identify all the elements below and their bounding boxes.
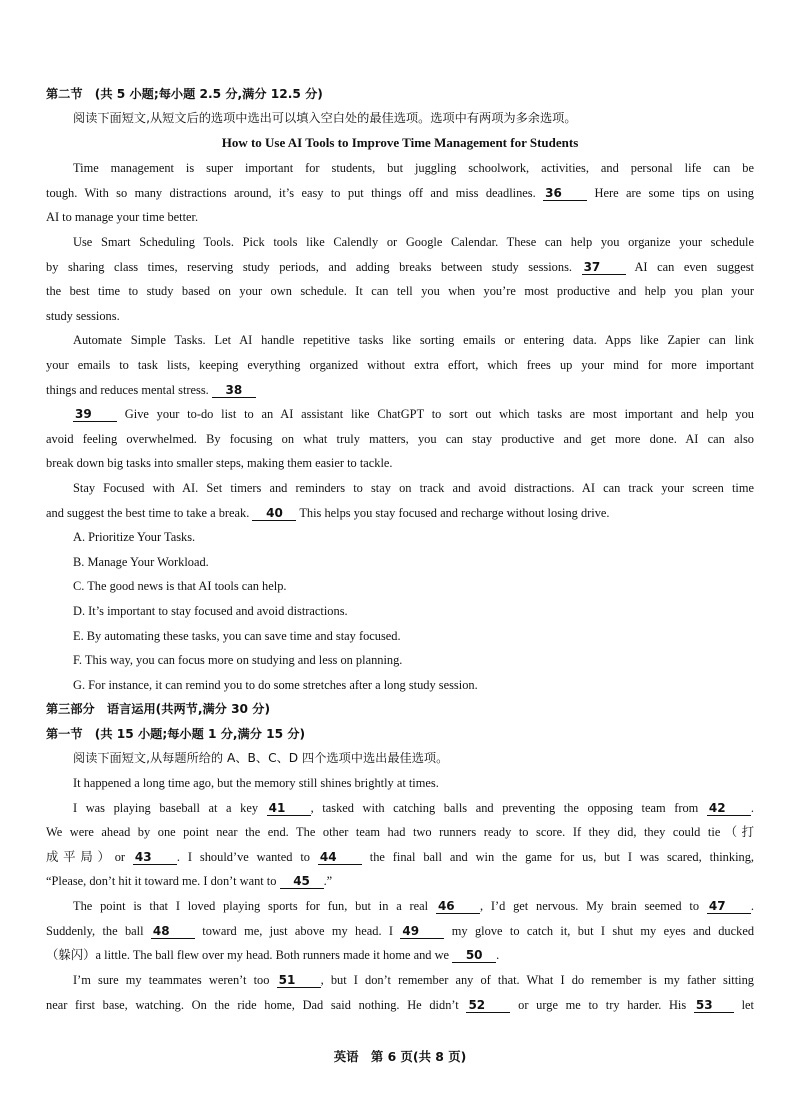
blank-40: 40 (252, 507, 296, 521)
part-3-instruction: 阅读下面短文,从每题所给的 A、B、C、D 四个选项中选出最佳选项。 (73, 751, 449, 765)
part-3-heading: 第三部分 语言运用(共两节,满分 30 分) (46, 702, 271, 716)
blank-41: 41 (267, 802, 311, 816)
blank-43: 43 (133, 851, 177, 865)
cloze-line: （躲闪）a little. The ball flew over my head. Both runners made it home and we 50 . (46, 948, 500, 962)
section-2-instruction: 阅读下面短文,从短文后的选项中选出可以填入空白处的最佳选项。选项中有两项为多余选项。 (73, 111, 577, 125)
option-g: G. For instance, it can remind you to do some stretches after a long study session. (73, 678, 478, 692)
option-d: D. It’s important to stay focused and avoid distractions. (73, 604, 348, 618)
paragraph-line: the best time to study based on your own schedule. It can tell you when you’re most productive and help you plan your (46, 284, 754, 298)
part-3-section-1-heading: 第一节 (共 15 小题;每小题 1 分,满分 15 分) (46, 727, 306, 741)
option-f: F. This way, you can focus more on studying and less on planning. (73, 653, 403, 667)
blank-42: 42 (707, 802, 751, 816)
blank-44: 44 (318, 851, 362, 865)
paragraph-line: AI to manage your time better. (46, 210, 199, 224)
paragraph-line: break down big tasks into smaller steps, making them easier to tackle. (46, 456, 393, 470)
page-footer: 英语 第 6 页(共 8 页) (333, 1049, 467, 1064)
option-a: A. Prioritize Your Tasks. (73, 530, 196, 544)
paragraph-line: 39 Give your to-do list to an AI assistant like ChatGPT to sort out which tasks are most important and help you (75, 407, 754, 421)
blank-45: 45 (280, 875, 324, 889)
cloze-line: I’m sure my teammates weren’t too 51 , but I don’t remember any of that. What I do remember is my father sitting (73, 973, 754, 987)
blank-38: 38 (212, 384, 256, 398)
blank-49: 49 (400, 925, 444, 939)
cloze-line: “Please, don’t hit it toward me. I don’t want to 45 .” (46, 874, 333, 888)
paragraph-line: by sharing class times, reserving study periods, and adding breaks between study sessions. 37 AI can even suggest (46, 260, 754, 274)
blank-39: 39 (73, 408, 117, 422)
paragraph-line: and suggest the best time to take a break. 40 This helps you stay focused and recharge without losing drive. (46, 506, 610, 520)
blank-51: 51 (277, 974, 321, 988)
option-b: B. Manage Your Workload. (73, 555, 209, 569)
cloze-line: Suddenly, the ball 48 toward me, just above my head. I 49 my glove to catch it, but I shut my eyes and ducked (46, 924, 755, 938)
paragraph-line: things and reduces mental stress. 38 (46, 382, 754, 398)
cloze-line: The point is that I loved playing sports for fun, but in a real 46 , I’d get nervous. My brain seemed to 47 . (73, 899, 754, 913)
blank-46: 46 (436, 900, 480, 914)
cloze-line: It happened a long time ago, but the memory still shines brightly at times. (73, 776, 439, 790)
paragraph-line: tough. With so many distractions around, it’s easy to put things off and miss deadlines. 36 Here are some tips on using (46, 186, 754, 200)
paragraph-line: Time management is super important for students, but juggling schoolwork, activities, and personal life can be (73, 161, 754, 175)
blank-47: 47 (707, 900, 751, 914)
option-e: E. By automating these tasks, you can save time and stay focused. (73, 629, 401, 643)
blank-37: 37 (582, 261, 626, 275)
option-c: C. The good news is that AI tools can help. (73, 579, 287, 593)
paragraph-line: Use Smart Scheduling Tools. Pick tools like Calendly or Google Calendar. These can help you organize your schedule (73, 235, 754, 249)
blank-52: 52 (466, 999, 510, 1013)
cloze-line: 成平局）or 43 . I should’ve wanted to 44 the final ball and win the game for us, but I was scared, thinking, (46, 850, 755, 864)
cloze-line: We were ahead by one point near the end. The other team had two runners ready to score. If they did, they could tie（打 (46, 825, 754, 839)
blank-48: 48 (151, 925, 195, 939)
section-2-heading: 第二节 (共 5 小题;每小题 2.5 分,满分 12.5 分) (46, 87, 323, 101)
paragraph-line: study sessions. (46, 309, 120, 323)
blank-53: 53 (694, 999, 734, 1013)
paragraph-line: avoid feeling overwhelmed. By focusing on what truly matters, you can stay productive and get more done. AI can also (46, 432, 754, 446)
blank-36: 36 (543, 187, 587, 201)
cloze-line: I was playing baseball at a key 41 , tasked with catching balls and preventing the opposing team from 42 . (73, 801, 754, 815)
paragraph-line: your emails to task lists, keeping everything organized without extra effort, which frees up your mind for more important (46, 358, 754, 372)
paragraph-line: Stay Focused with AI. Set timers and reminders to stay on track and avoid distractions. AI can track your screen time (73, 481, 754, 495)
passage-title: How to Use AI Tools to Improve Time Management for Students (221, 135, 579, 150)
cloze-line: near first base, watching. On the ride home, Dad said nothing. He didn’t 52 or urge me to try harder. His 53 let (46, 998, 754, 1012)
blank-50: 50 (452, 949, 496, 963)
paragraph-line: Automate Simple Tasks. Let AI handle repetitive tasks like sorting emails or entering data. Apps like Zapier can link (73, 333, 754, 347)
